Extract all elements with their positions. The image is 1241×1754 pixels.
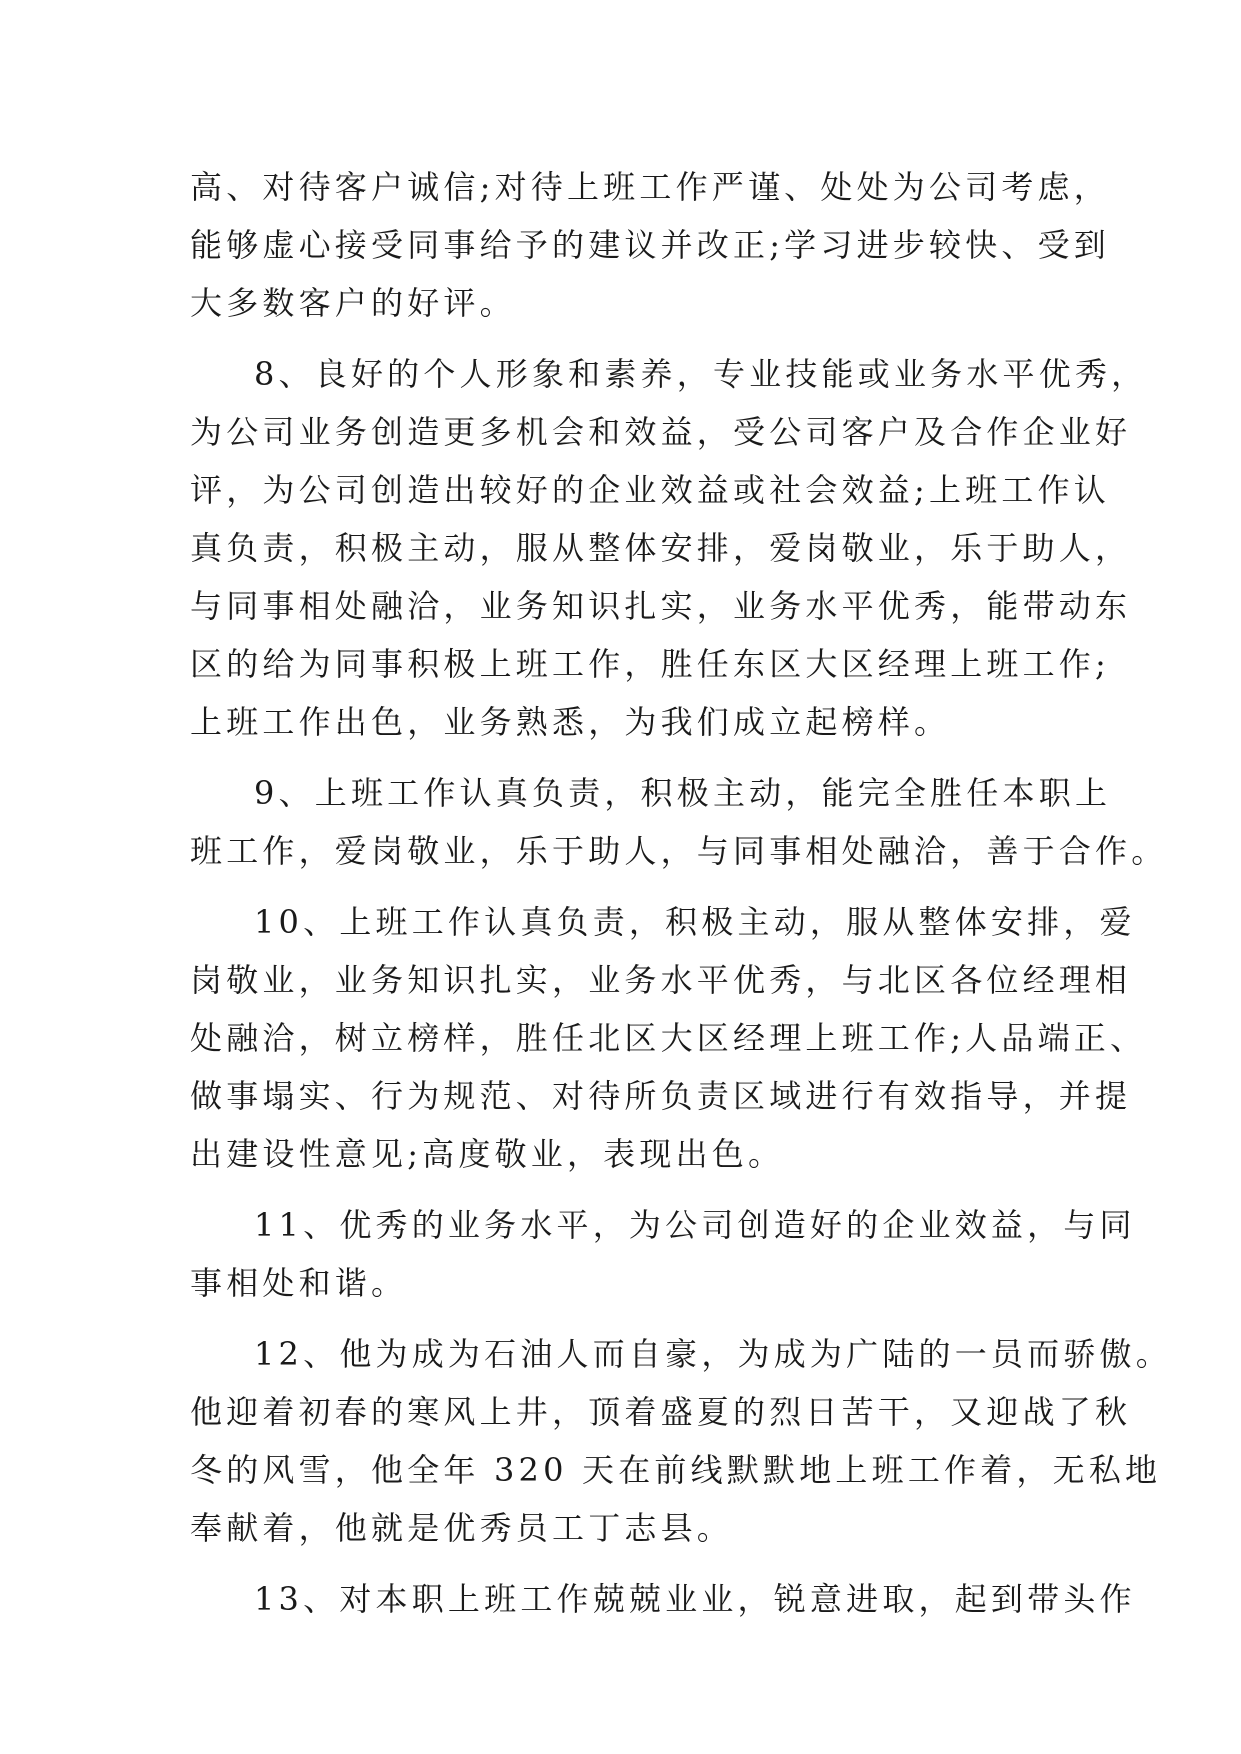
text-line: 奉献着，他就是优秀员工丁志县。 bbox=[190, 1509, 734, 1547]
text-line: 评，为公司创造出较好的企业效益或社会效益;上班工作认 bbox=[190, 471, 1110, 509]
paragraph-10-start: 10、上班工作认真负责，积极主动，服从整体安排，爱 bbox=[254, 903, 1136, 941]
text-line: 出建设性意见;高度敬业，表现出色。 bbox=[190, 1135, 785, 1173]
paragraph-9-start: 9、上班工作认真负责，积极主动，能完全胜任本职上 bbox=[254, 774, 1112, 812]
document-body bbox=[190, 158, 1172, 1628]
paragraph-11-start: 11、优秀的业务水平，为公司创造好的企业效益，与同 bbox=[254, 1206, 1136, 1244]
paragraph-8-start: 8、良好的个人形象和素养，专业技能或业务水平优秀， bbox=[254, 355, 1148, 393]
text-line: 真负责，积极主动，服从整体安排，爱岗敬业，乐于助人， bbox=[190, 529, 1132, 567]
text-line: 能够虚心接受同事给予的建议并改正;学习进步较快、受到 bbox=[190, 226, 1110, 264]
text-line: 处融洽，树立榜样，胜任北区大区经理上班工作;人品端正、 bbox=[190, 1019, 1147, 1057]
text-line: 区的给为同事积极上班工作，胜任东区大区经理上班工作; bbox=[190, 645, 1110, 683]
text-line: 上班工作出色，业务熟悉，为我们成立起榜样。 bbox=[190, 703, 951, 741]
text-line: 做事塌实、行为规范、对待所负责区域进行有效指导，并提 bbox=[190, 1077, 1132, 1115]
text-line: 他迎着初春的寒风上井，顶着盛夏的烈日苦干，又迎战了秋 bbox=[190, 1393, 1132, 1431]
text-line: 岗敬业，业务知识扎实，业务水平优秀，与北区各位经理相 bbox=[190, 961, 1132, 999]
text-line: 高、对待客户诚信;对待上班工作严谨、处处为公司考虑， bbox=[190, 168, 1110, 206]
text-line: 与同事相处融洽，业务知识扎实，业务水平优秀，能带动东 bbox=[190, 587, 1132, 625]
paragraph-13-start: 13、对本职上班工作兢兢业业，锐意进取，起到带头作 bbox=[254, 1580, 1136, 1618]
text-line: 事相处和谐。 bbox=[190, 1264, 408, 1302]
text-line: 为公司业务创造更多机会和效益，受公司客户及合作企业好 bbox=[190, 413, 1132, 451]
text-line: 冬的风雪，他全年 320 天在前线默默地上班工作着，无私地 bbox=[190, 1451, 1162, 1489]
paragraph-12-start: 12、他为成为石油人而自豪，为成为广陆的一员而骄傲。 bbox=[254, 1335, 1172, 1373]
text-line: 大多数客户的好评。 bbox=[190, 284, 516, 322]
text-line: 班工作，爱岗敬业，乐于助人，与同事相处融洽，善于合作。 bbox=[190, 832, 1168, 870]
